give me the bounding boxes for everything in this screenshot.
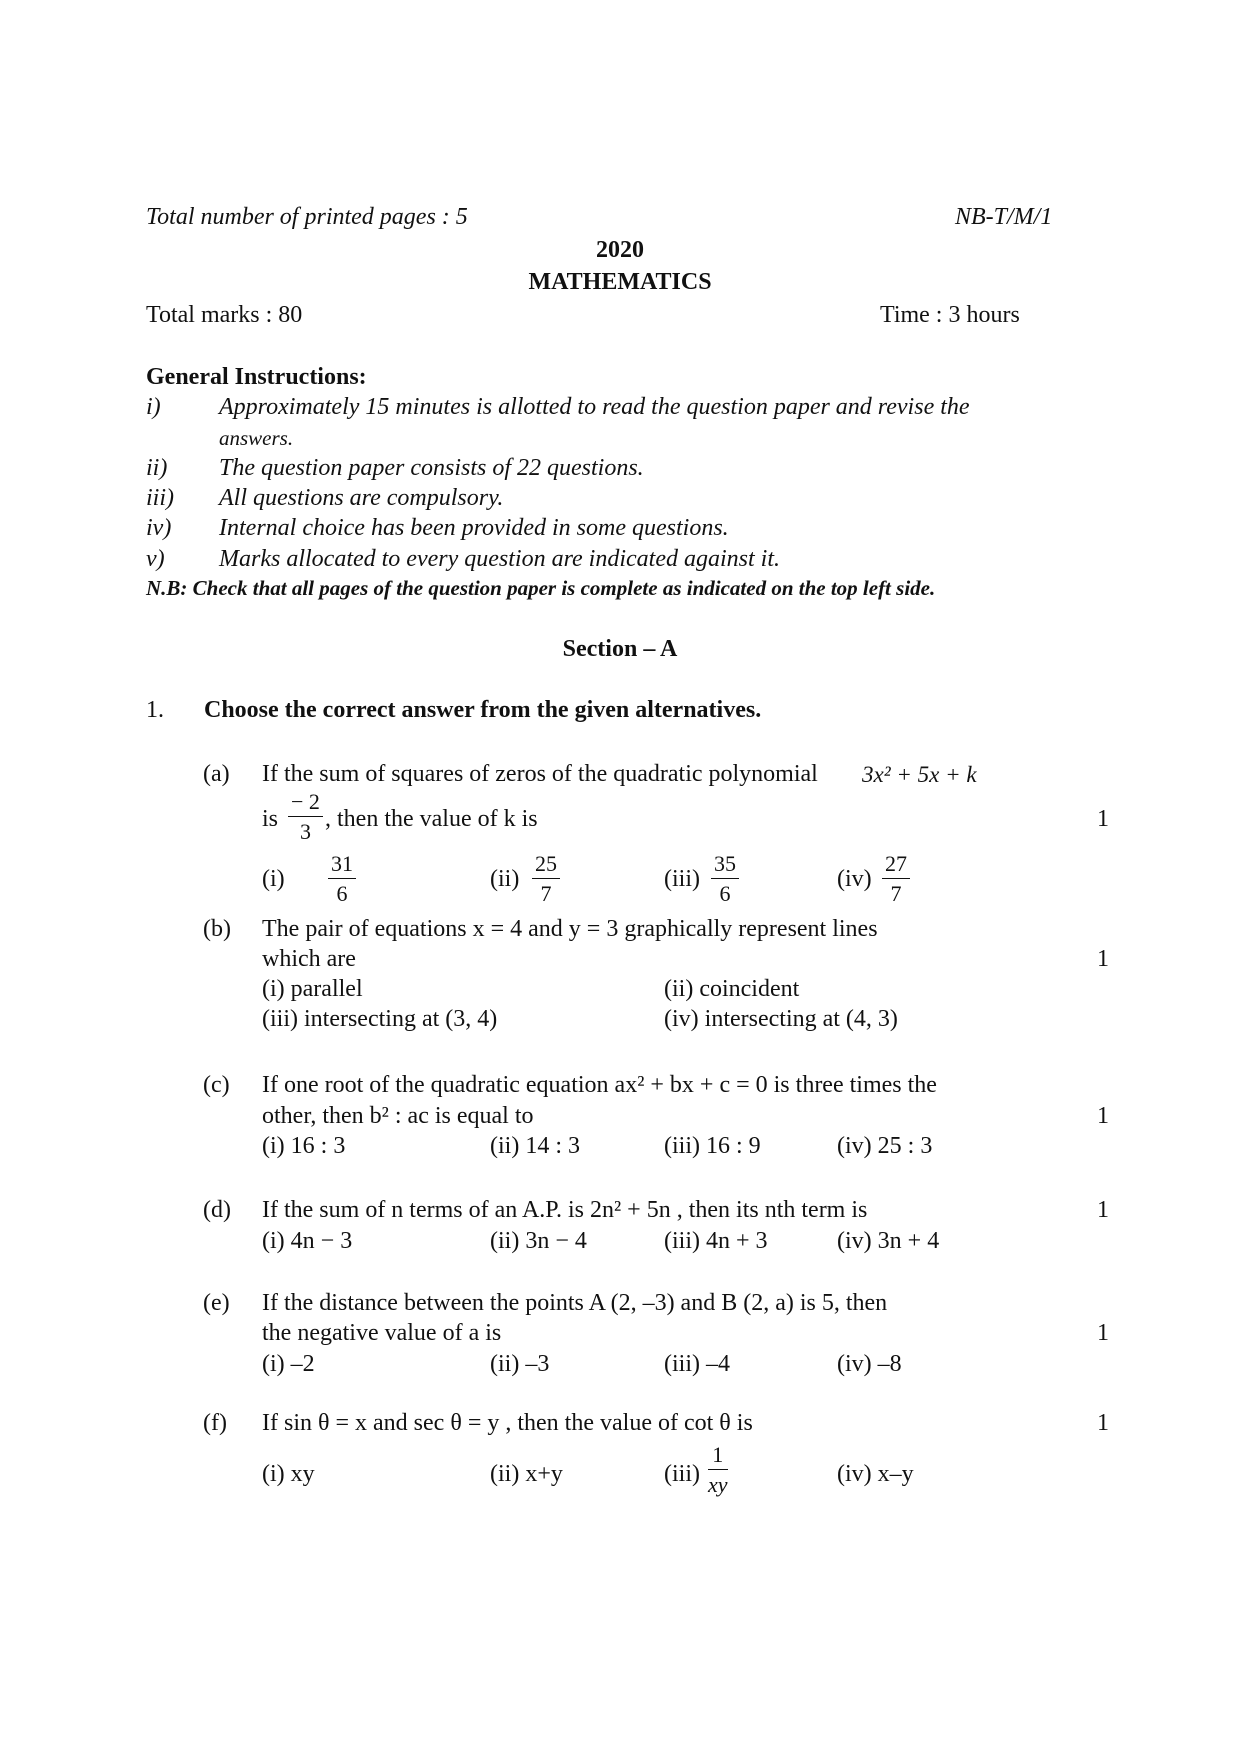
part-b-text-2: which are bbox=[262, 946, 356, 972]
option: (i) 4n − 3 bbox=[262, 1228, 353, 1254]
part-e-text-2: the negative value of a is bbox=[262, 1320, 502, 1346]
instruction-text: Marks allocated to every question are indicated against it. bbox=[219, 546, 780, 572]
option: (iv) 25 : 3 bbox=[837, 1133, 933, 1159]
option-label: (ii) bbox=[490, 866, 520, 892]
option-fraction: 1 xy bbox=[708, 1442, 728, 1497]
instruction-text: Internal choice has been provided in some questions. bbox=[219, 515, 729, 541]
marks: 1 bbox=[1097, 1320, 1109, 1346]
option-label: (iii) bbox=[664, 866, 700, 892]
option-fraction: 35 6 bbox=[711, 853, 739, 905]
option: (iv) intersecting at (4, 3) bbox=[664, 1006, 898, 1032]
instruction-number: i) bbox=[146, 394, 161, 420]
part-label: (f) bbox=[203, 1410, 227, 1436]
instruction-text: The question paper consists of 22 questions. bbox=[219, 455, 644, 481]
printed-pages: Total number of printed pages : 5 bbox=[146, 204, 468, 230]
instruction-text-continued: answers. bbox=[219, 426, 294, 450]
part-label: (a) bbox=[203, 761, 230, 787]
time-allowed: Time : 3 hours bbox=[880, 302, 1020, 328]
option: (iii) 16 : 9 bbox=[664, 1133, 761, 1159]
option: (ii) –3 bbox=[490, 1351, 550, 1377]
option: (ii) coincident bbox=[664, 976, 800, 1002]
option-fraction: 27 7 bbox=[882, 853, 910, 905]
marks: 1 bbox=[1097, 946, 1109, 972]
part-label: (d) bbox=[203, 1197, 231, 1223]
part-a-is: is bbox=[262, 806, 279, 832]
part-a-text-2: , then the value of k is bbox=[325, 806, 538, 832]
option-label: (iv) bbox=[837, 866, 872, 892]
option: (i) 16 : 3 bbox=[262, 1133, 346, 1159]
paper-code: NB-T/M/1 bbox=[955, 204, 1053, 230]
part-c-text-2: other, then b² : ac is equal to bbox=[262, 1103, 534, 1129]
question-number: 1. bbox=[146, 697, 164, 723]
option: (ii) 3n − 4 bbox=[490, 1228, 587, 1254]
option: (iii) –4 bbox=[664, 1351, 730, 1377]
part-label: (e) bbox=[203, 1290, 230, 1316]
option-label: (iii) bbox=[664, 1461, 700, 1487]
part-e-text: If the distance between the points A (2, –3) and B (2, a) is 5, then bbox=[262, 1290, 888, 1316]
subject-title: MATHEMATICS bbox=[528, 269, 712, 295]
marks: 1 bbox=[1097, 1103, 1109, 1129]
nb-note: N.B: Check that all pages of the question paper is complete as indicated on the top left side. bbox=[146, 576, 936, 600]
option: (iii) intersecting at (3, 4) bbox=[262, 1006, 498, 1032]
option-label: (i) bbox=[262, 866, 285, 892]
instruction-number: ii) bbox=[146, 455, 168, 481]
option: (ii) x+y bbox=[490, 1461, 563, 1487]
part-f-text: If sin θ = x and sec θ = y , then the value of cot θ is bbox=[262, 1410, 753, 1436]
option: (iii) 4n + 3 bbox=[664, 1228, 768, 1254]
instruction-text: Approximately 15 minutes is allotted to read the question paper and revise the bbox=[219, 394, 970, 420]
instructions-heading: General Instructions: bbox=[146, 364, 367, 390]
option-fraction: 25 7 bbox=[532, 853, 560, 905]
option: (i) xy bbox=[262, 1461, 315, 1487]
polynomial-expression: 3x² + 5x + k bbox=[862, 762, 977, 787]
instruction-number: iv) bbox=[146, 515, 172, 541]
instruction-number: v) bbox=[146, 546, 165, 572]
part-b-text: The pair of equations x = 4 and y = 3 graphically represent lines bbox=[262, 916, 878, 942]
option: (i) parallel bbox=[262, 976, 363, 1002]
part-label: (b) bbox=[203, 916, 231, 942]
question-instruction: Choose the correct answer from the given alternatives. bbox=[204, 697, 762, 723]
marks: 1 bbox=[1097, 1410, 1109, 1436]
option: (ii) 14 : 3 bbox=[490, 1133, 580, 1159]
part-d-text: If the sum of n terms of an A.P. is 2n² + 5n , then its nth term is bbox=[262, 1197, 868, 1223]
marks: 1 bbox=[1097, 1197, 1109, 1223]
part-label: (c) bbox=[203, 1072, 230, 1098]
instruction-number: iii) bbox=[146, 485, 174, 511]
marks: 1 bbox=[1097, 806, 1109, 832]
part-c-text: If one root of the quadratic equation ax² + bx + c = 0 is three times the bbox=[262, 1072, 937, 1098]
option-fraction: 31 6 bbox=[328, 853, 356, 905]
option: (iv) –8 bbox=[837, 1351, 902, 1377]
exam-year: 2020 bbox=[596, 237, 644, 263]
instruction-text: All questions are compulsory. bbox=[219, 485, 504, 511]
fraction-minus-two-thirds: − 2 3 bbox=[288, 791, 323, 843]
section-title: Section – A bbox=[562, 636, 678, 662]
option: (i) –2 bbox=[262, 1351, 315, 1377]
option: (iv) x–y bbox=[837, 1461, 914, 1487]
total-marks: Total marks : 80 bbox=[146, 302, 303, 328]
part-a-text: If the sum of squares of zeros of the quadratic polynomial bbox=[262, 761, 818, 787]
option: (iv) 3n + 4 bbox=[837, 1228, 940, 1254]
